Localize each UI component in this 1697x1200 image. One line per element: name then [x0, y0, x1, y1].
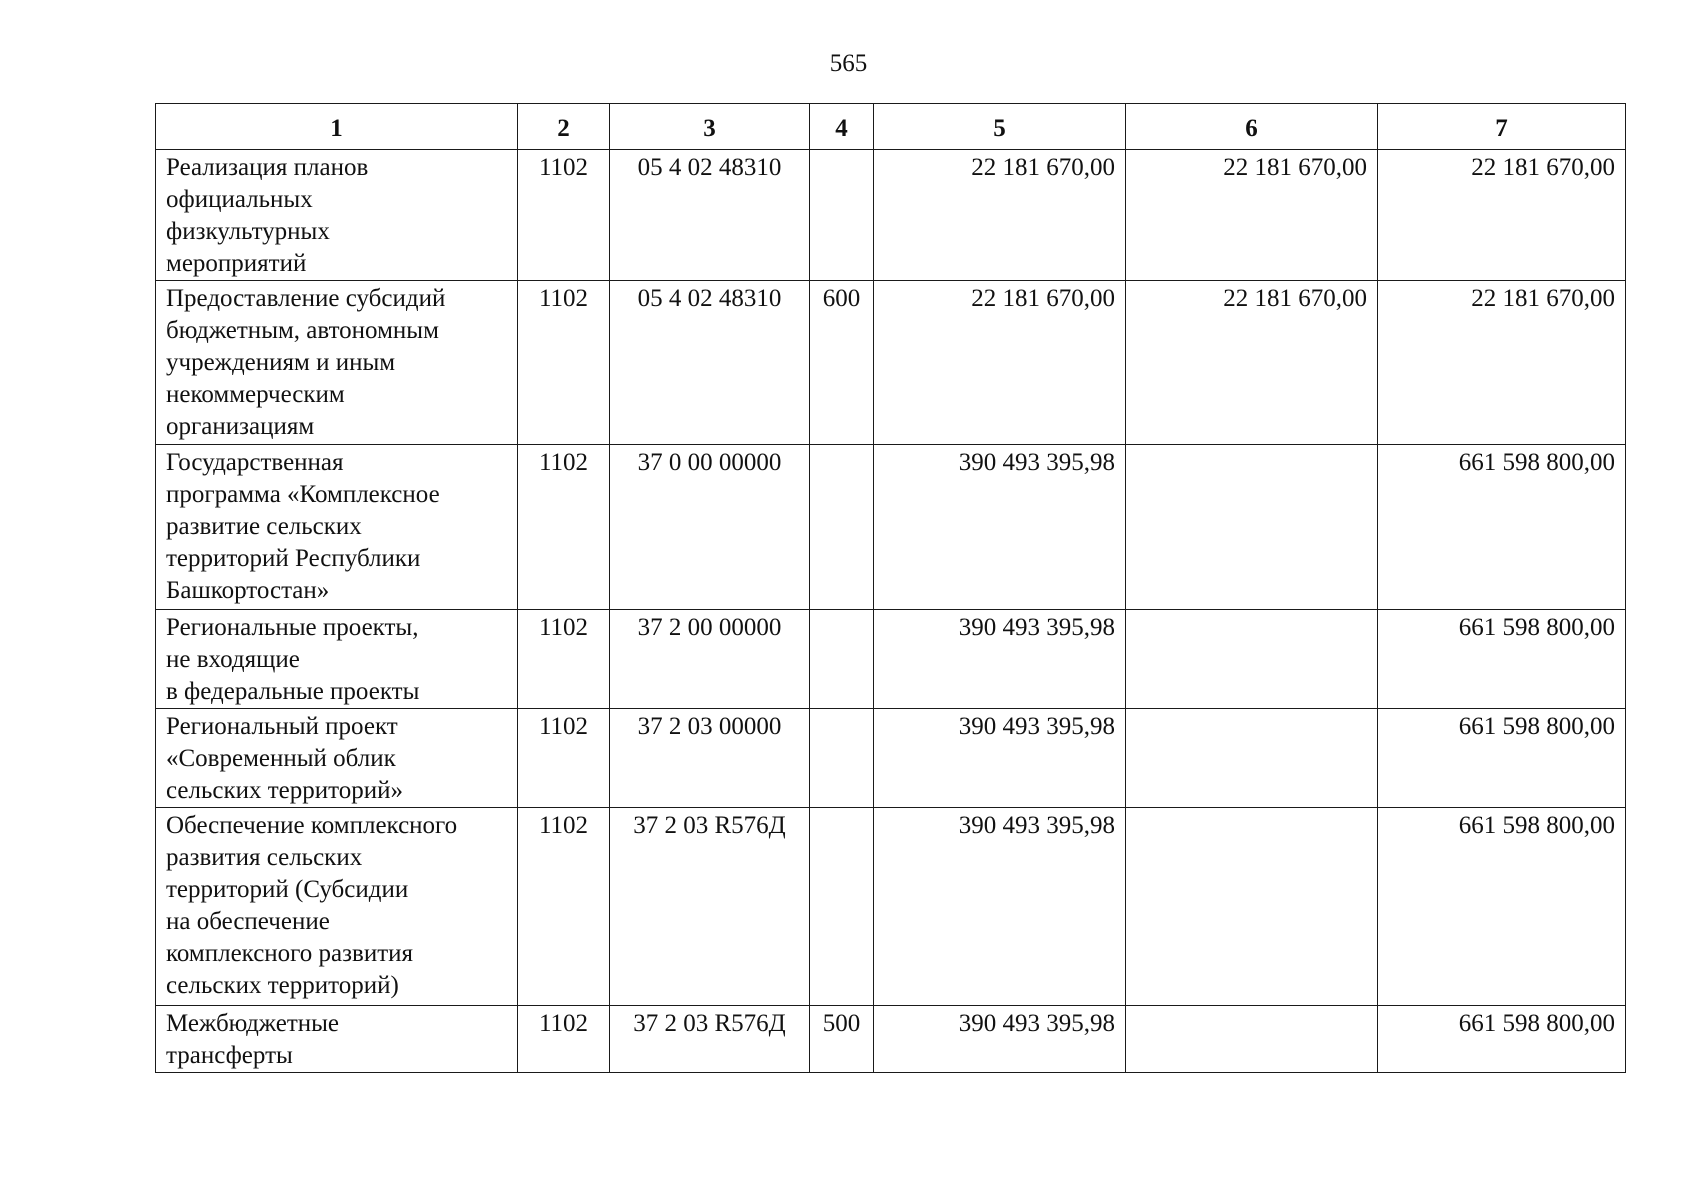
- expense-type-cell: [810, 150, 874, 281]
- table-row: [156, 1006, 1626, 1073]
- amount-col6-cell: 22 181 670,00: [1126, 150, 1378, 281]
- table-row: [156, 610, 1626, 709]
- section-code-cell: 1102: [518, 281, 610, 445]
- amount-col6-cell: [1126, 610, 1378, 709]
- section-code-cell: 1102: [518, 808, 610, 1006]
- page-number: 565: [829, 50, 868, 77]
- row-name-cell: Региональные проекты, не входящие в федеральные проекты: [156, 610, 518, 709]
- table-row: [156, 709, 1626, 808]
- target-article-cell: 37 2 03 R576Д: [610, 808, 810, 1006]
- budget-table: [155, 103, 1626, 1073]
- row-name-cell: Предоставление субсидий бюджетным, автономным учреждениям и иным некоммерческим организациям: [156, 281, 518, 445]
- row-name-cell: Региональный проект «Современный облик сельских территорий»: [156, 709, 518, 808]
- expense-type-cell: [810, 709, 874, 808]
- amount-col6-cell: [1126, 709, 1378, 808]
- amount-col5-cell: 390 493 395,98: [874, 610, 1126, 709]
- target-article-cell: 05 4 02 48310: [610, 281, 810, 445]
- column-header-5: 5: [874, 104, 1126, 150]
- amount-col6-cell: [1126, 445, 1378, 610]
- amount-col7-cell: 661 598 800,00: [1378, 709, 1626, 808]
- column-header-2: 2: [518, 104, 610, 150]
- section-code-cell: 1102: [518, 150, 610, 281]
- expense-type-cell: [810, 808, 874, 1006]
- amount-col7-cell: 661 598 800,00: [1378, 1006, 1626, 1073]
- row-name-cell: Межбюджетные трансферты: [156, 1006, 518, 1073]
- amount-col5-cell: 390 493 395,98: [874, 709, 1126, 808]
- amount-col7-cell: 661 598 800,00: [1378, 808, 1626, 1006]
- amount-col6-cell: 22 181 670,00: [1126, 281, 1378, 445]
- header-row: [156, 104, 1626, 150]
- amount-col6-cell: [1126, 1006, 1378, 1073]
- amount-col5-cell: 390 493 395,98: [874, 808, 1126, 1006]
- expense-type-cell: 500: [810, 1006, 874, 1073]
- table-row: [156, 445, 1626, 610]
- amount-col7-cell: 661 598 800,00: [1378, 445, 1626, 610]
- table-row: [156, 281, 1626, 445]
- section-code-cell: 1102: [518, 610, 610, 709]
- row-name-cell: Государственная программа «Комплексное развитие сельских территорий Республики Башкортостан»: [156, 445, 518, 610]
- target-article-cell: 37 2 00 00000: [610, 610, 810, 709]
- amount-col7-cell: 22 181 670,00: [1378, 281, 1626, 445]
- column-header-3: 3: [610, 104, 810, 150]
- column-header-4: 4: [810, 104, 874, 150]
- expense-type-cell: [810, 445, 874, 610]
- amount-col7-cell: 22 181 670,00: [1378, 150, 1626, 281]
- amount-col7-cell: 661 598 800,00: [1378, 610, 1626, 709]
- amount-col5-cell: 22 181 670,00: [874, 281, 1126, 445]
- expense-type-cell: [810, 610, 874, 709]
- amount-col6-cell: [1126, 808, 1378, 1006]
- section-code-cell: 1102: [518, 709, 610, 808]
- column-header-1: 1: [156, 104, 518, 150]
- amount-col5-cell: 22 181 670,00: [874, 150, 1126, 281]
- target-article-cell: 05 4 02 48310: [610, 150, 810, 281]
- column-header-7: 7: [1378, 104, 1626, 150]
- target-article-cell: 37 0 00 00000: [610, 445, 810, 610]
- table-row: [156, 808, 1626, 1006]
- section-code-cell: 1102: [518, 1006, 610, 1073]
- amount-col5-cell: 390 493 395,98: [874, 445, 1126, 610]
- target-article-cell: 37 2 03 00000: [610, 709, 810, 808]
- target-article-cell: 37 2 03 R576Д: [610, 1006, 810, 1073]
- row-name-cell: Реализация планов официальных физкультурных мероприятий: [156, 150, 518, 281]
- amount-col5-cell: 390 493 395,98: [874, 1006, 1126, 1073]
- row-name-cell: Обеспечение комплексного развития сельских территорий (Субсидии на обеспечение комплексного развития сельских территорий): [156, 808, 518, 1006]
- section-code-cell: 1102: [518, 445, 610, 610]
- column-header-6: 6: [1126, 104, 1378, 150]
- expense-type-cell: 600: [810, 281, 874, 445]
- table-row: [156, 150, 1626, 281]
